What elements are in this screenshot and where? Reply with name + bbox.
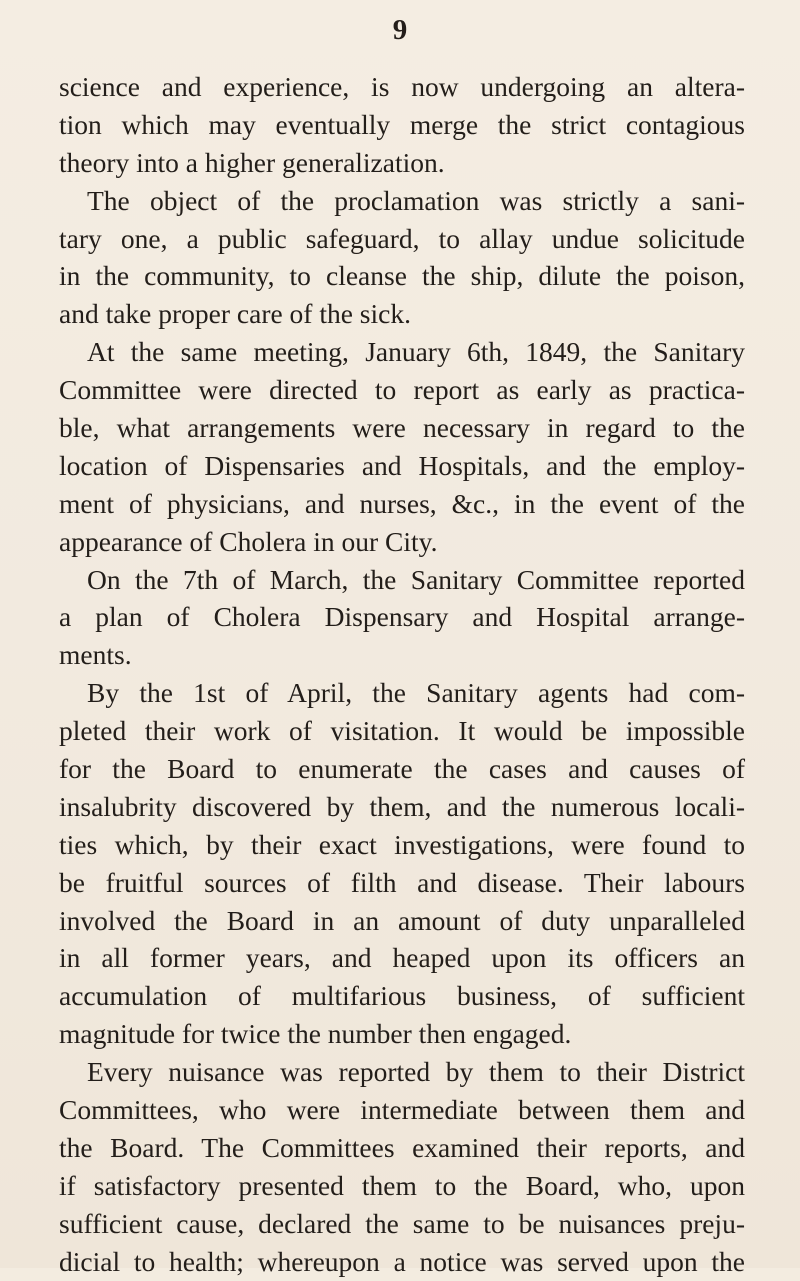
text-line: tary one, a public safeguard, to allay undue solicitude [59,222,745,254]
text-line: pleted their work of visitation. It would be impossible [59,715,745,747]
paragraph-start-line: By the 1st of April, the Sanitary agents had com- [87,677,745,709]
text-line: in all former years, and heaped upon its officers an [59,942,745,974]
text-line: involved the Board in an amount of duty unparalleled [59,904,745,936]
text-line: insalubrity discovered by them, and the numerous locali- [59,790,745,822]
text-line: a plan of Cholera Dispensary and Hospital arrange- [59,601,745,633]
paragraph-start-line: At the same meeting, January 6th, 1849, the Sanitary [87,336,745,368]
paragraph-start-line: The object of the proclamation was strictly a sani- [87,184,745,216]
text-line: tion which may eventually merge the strict contagious [59,108,745,140]
body-text [59,68,745,1281]
text-line: Committee were directed to report as early as practica- [59,374,745,406]
text-line: ble, what arrangements were necessary in regard to the [59,412,745,444]
text-line: sufficient cause, declared the same to be nuisances preju- [59,1207,745,1239]
text-line: be fruitful sources of filth and disease. Their labours [59,866,745,898]
text-line: theory into a higher generalization. [59,146,445,178]
text-line: appearance of Cholera in our City. [59,525,438,557]
text-line: science and experience, is now undergoing an altera- [59,71,745,102]
text-line: in the community, to cleanse the ship, dilute the poison, [59,260,745,292]
text-line: ments. [59,639,132,671]
text-line: if satisfactory presented them to the Board, who, upon [59,1169,745,1201]
text-line: magnitude for twice the number then engaged. [59,1018,572,1050]
text-line: location of Dispensaries and Hospitals, and the employ- [59,449,745,481]
paragraph-start-line: Every nuisance was reported by them to their District [87,1056,745,1088]
text-line: dicial to health; whereupon a notice was served upon the [59,1245,745,1277]
page-number: 9 [392,14,408,46]
text-line: the Board. The Committees examined their reports, and [59,1131,745,1163]
text-line: ties which, by their exact investigations, were found to [59,828,745,860]
text-line: accumulation of multifarious business, of sufficient [59,980,745,1012]
text-line: and take proper care of the sick. [59,298,411,330]
paragraph-start-line: On the 7th of March, the Sanitary Committee reported [87,563,745,595]
text-line: ment of physicians, and nurses, &c., in the event of the [59,487,745,519]
text-line: for the Board to enumerate the cases and causes of [59,753,745,785]
text-line: Committees, who were intermediate between them and [59,1094,745,1126]
